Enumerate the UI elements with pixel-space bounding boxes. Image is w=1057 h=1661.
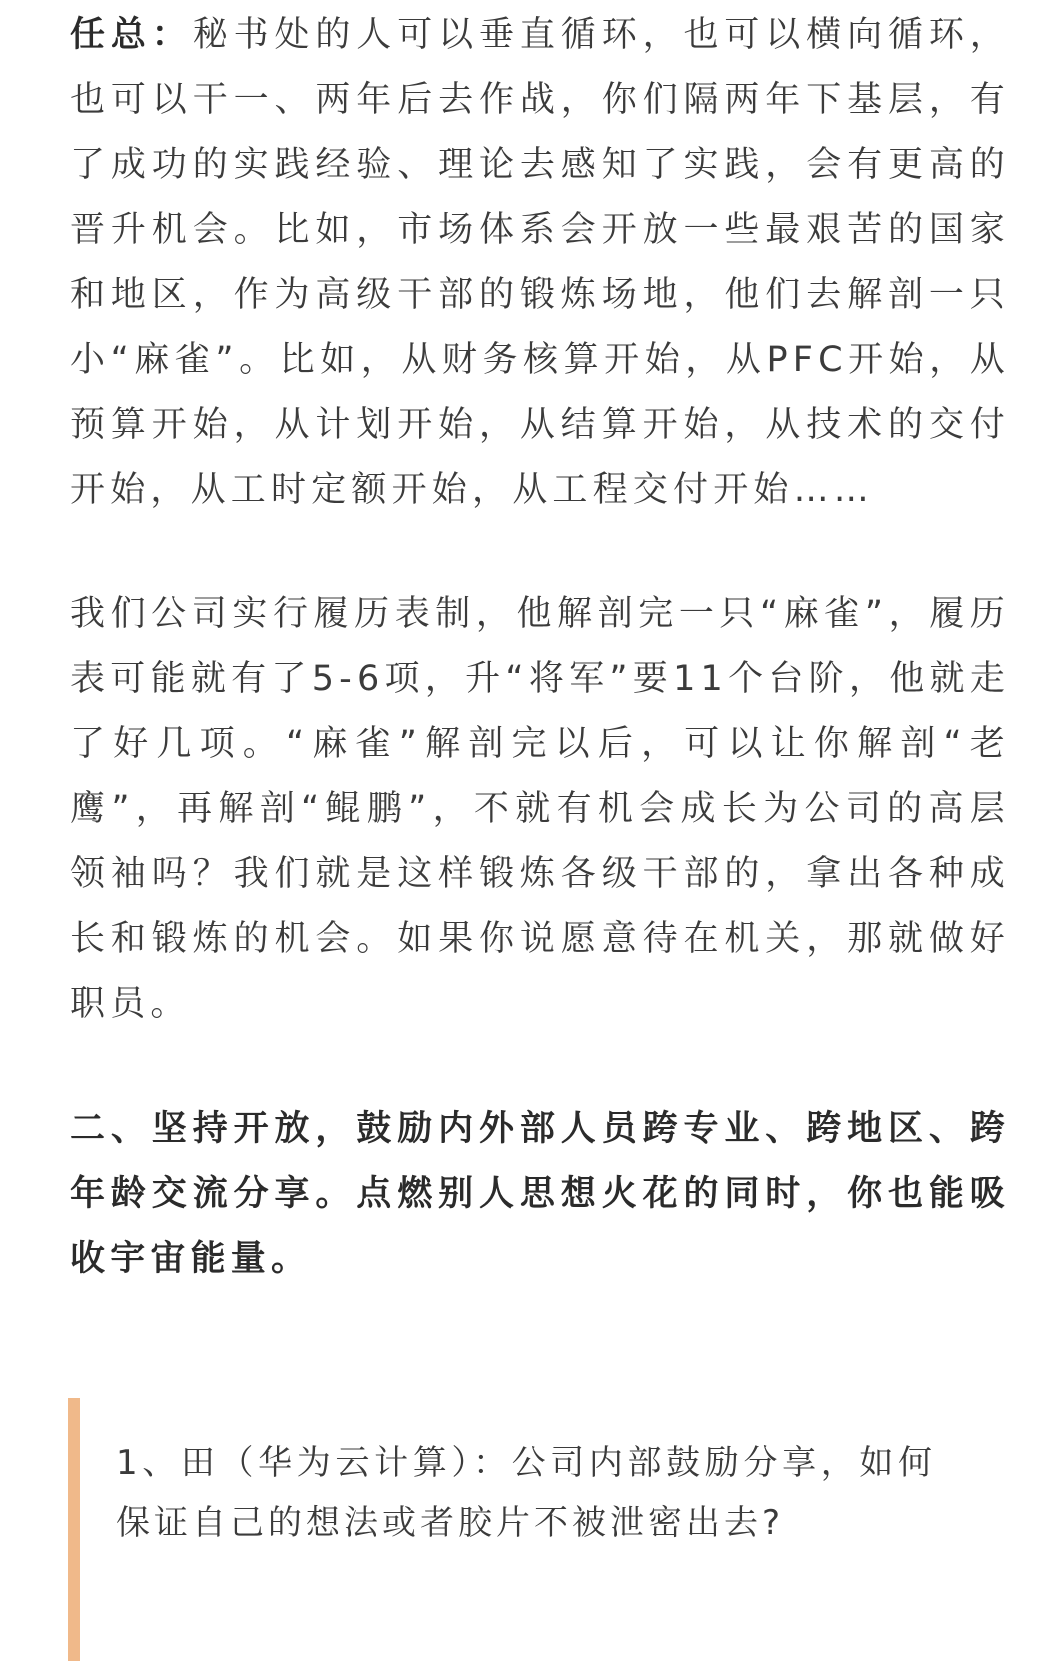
section-heading: 二、坚持开放，鼓励内外部人员跨专业、跨地区、跨年龄交流分享。点燃别人思想火花的同时，你也能吸收宇宙能量。 [70,1109,1010,1279]
paragraph-2: 我们公司实行履历表制，他解剖完一只“麻雀”，履历表可能就有了5-6项，升“将军”要11个台阶，他就走了好几项。“麻雀”解剖完以后，可以让你解剖“老鹰”，再解剖“鲲鹏”，不就有机会成长为公司的高层领袖吗？我们就是这样锻炼各级干部的，拿出各种成长和锻炼的机会。如果你说愿意待在机关，那就做好职员。 [70,594,1010,1024]
quote-text: 1、田（华为云计算）：公司内部鼓励分享，如何保证自己的想法或者胶片不被泄密出去? [116,1443,936,1543]
blockquote [68,1398,968,1661]
article-body [70,0,1010,1292]
paragraph-1-text: 秘书处的人可以垂直循环，也可以横向循环，也可以干一、两年后去作战，你们隔两年下基层，有了成功的实践经验、理论去感知了实践，会有更高的晋升机会。比如，市场体系会开放一些最艰苦的国家和地区，作为高级干部的锻炼场地，他们去解剖一只小“麻雀”。比如，从财务核算开始，从PFC开始，从预算开始，从计划开始，从结算开始，从技术的交付开始，从工时定额开始，从工程交付开始…… [70,15,1010,510]
quote-accent-bar [68,1398,80,1661]
speaker-label: 任总： [70,15,193,55]
paragraph-1 [70,3,1010,523]
